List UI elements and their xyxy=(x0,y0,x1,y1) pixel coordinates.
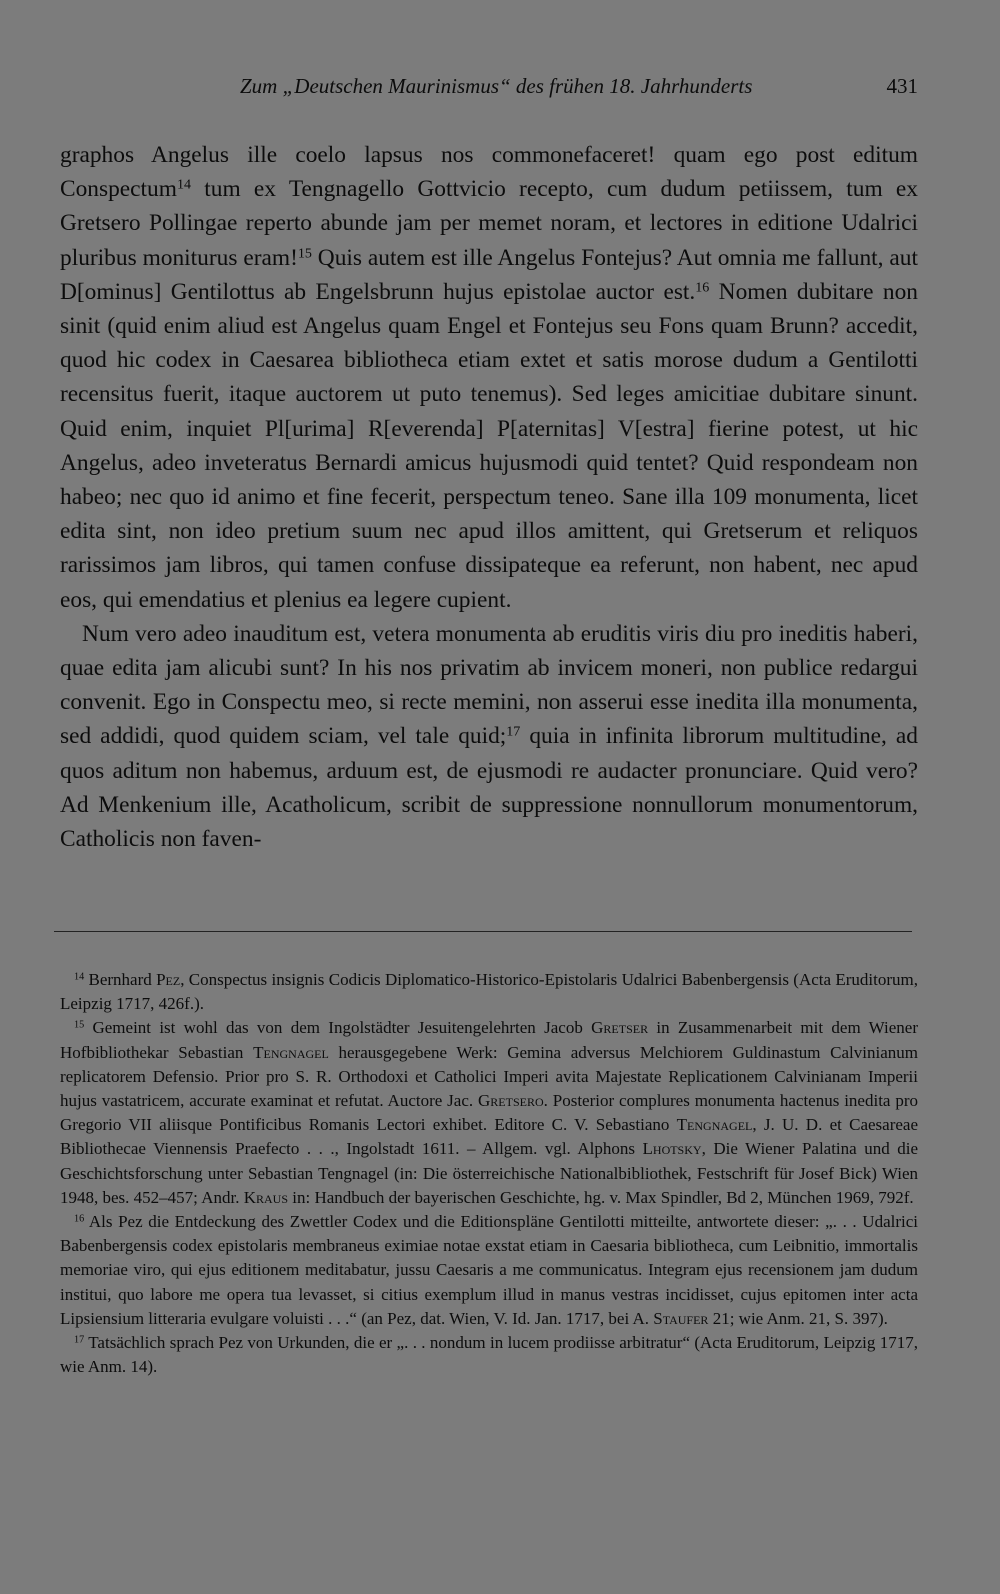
text-run: Quis autem est ille Angelus Fontejus? Aut omnia me fallunt, aut D[ominus] Gentilottus ab Engelsbrunn hujus epistolae auctor est. xyxy=(60,244,918,305)
text-run: in: Handbuch der bayerischen Geschichte, hg. v. Max Spindler, Bd 2, München 1969, 792f. xyxy=(288,1187,914,1207)
text-run: Gemeint ist wohl das von dem Ingolstädter Jesuitengelehrten Jacob xyxy=(84,1018,592,1038)
author-name: Lhotsky xyxy=(642,1139,702,1159)
text-run: Tatsächlich sprach Pez von Urkunden, die er „. . . nondum in lucem prodiisse arbitratur“ (Acta Eruditorum, Leipzig 1717, wie Anm. 14). xyxy=(60,1333,918,1377)
text-run: , Conspectus insignis Codicis Diplomatico-Historico-Epistolaris Udalrici Babenbergensis (Acta Eruditorum, Leipzig 1717, 426f.). xyxy=(60,970,918,1014)
text-run: quia in infinita librorum multitudine, ad quos aditum non habemus, arduum est, de ejusmodi re audacter pronunciare. Quid vero? Ad Menkenium ille, Acatholicum, scribit de suppressione nonnullorum monumentorum, Catholicis non faven- xyxy=(60,723,918,853)
author-name: Pez xyxy=(156,970,181,989)
author-name: Staufer xyxy=(653,1308,709,1328)
footnote xyxy=(60,1331,918,1379)
footnote-divider xyxy=(54,931,912,932)
text-run: Bernhard xyxy=(84,970,157,989)
text-run: herausgegebene Werk: Gemina adversus Melchiorem Guldinastum Calvinianum replicatorem Defensio. Prior pro S. R. Orthodoxi et Catholici Imperi avita Majestate Replicationem Calvinianam Imperii hujus vastatricem, accurate examinat et refutat. Auctore Jac. xyxy=(60,1042,918,1111)
footnote-number: 17 xyxy=(74,1334,85,1346)
footnote xyxy=(60,1016,918,1210)
author-name: Tengnagel xyxy=(676,1115,753,1135)
author-name: Kraus xyxy=(243,1187,288,1207)
text-run: Als Pez die Entdeckung des Zwettler Codex und die Editionspläne Gentilotti mitteilte, antwortete dieser: „. . . Udalrici Babenbergensis codex epistolaris membraneus eximiae notae exstat etiam in Caesaria bibliotheca, cum Leibnitio, immortalis memoriae viro, qui ejus editionem meditabatur, jussu Caesaris a me communicatus. Integram ejus recensionem jam dudum institui, quo labore me opera tua levasset, si citius exemplum illud in manus vestras incidisset, cujus epitomen inter acta Lipsiensium litteraria evulgare voluisti . . .“ (an Pez, dat. Wien, V. Id. Jan. 1717, bei A. xyxy=(60,1212,918,1328)
footnotes xyxy=(60,968,918,1379)
text-run: Num vero adeo inauditum est, vetera monumenta ab eruditis viris diu pro ineditis haberi, quae edita jam alicubi sunt? In his nos privatim ab invicem moneri, non publice redargui convenit. Ego in Conspectu meo, si recte memini, non asserui esse inedita illa monumenta, sed addidi, quod quidem sciam, vel tale quid; xyxy=(60,620,918,750)
page-header xyxy=(60,74,918,106)
footnote xyxy=(60,1210,918,1331)
footnote-ref: 14 xyxy=(176,176,191,193)
footnote xyxy=(60,968,918,1016)
footnote-number: 15 xyxy=(74,1019,85,1031)
text-run: tum ex Tengnagello Gottvicio recepto, cum dudum petiissem, tum ex Gretsero Pollingae reperto abunde jam per memet noram, et lectores in editione Udalrici pluribus moniturus eram! xyxy=(60,176,918,271)
footnote-ref: 16 xyxy=(695,279,710,296)
footnote-ref: 17 xyxy=(506,723,521,740)
text-run: . Posterior complures monumenta hactenus inedita pro Gregorio VII aliisque Pontificibus Romanis Lectori exhibet. Editore C. V. Sebastiano xyxy=(60,1091,918,1135)
running-title: Zum „Deutschen Maurinismus“ des frühen 18. Jahrhunderts xyxy=(240,74,753,98)
page-number: 431 xyxy=(886,74,918,98)
main-text xyxy=(60,138,918,856)
text-run: , Die Wiener Palatina und die Geschichtsforschung unter Sebastian Tengnagel (in: Die österreichische Nationalbibliothek, Festschrift für Josef Bick) Wien 1948, bes. 452–457; Andr. xyxy=(60,1139,918,1207)
footnote-ref: 15 xyxy=(297,244,312,261)
text-run: , J. U. D. et Caesareae Bibliothecae Viennensis Praefecto . . ., Ingolstadt 1611. – Allgem. vgl. Alphons xyxy=(60,1115,919,1159)
body-paragraph xyxy=(60,138,918,617)
footnote-number: 16 xyxy=(74,1213,85,1225)
author-name: Tengnagel xyxy=(253,1042,329,1062)
text-run: in Zusammenarbeit mit dem Wiener Hofbibliothekar Sebastian xyxy=(60,1018,918,1062)
footnote-number: 14 xyxy=(74,971,85,983)
author-name: Gretsero xyxy=(478,1091,544,1111)
text-run: 21; wie Anm. 21, S. 397). xyxy=(708,1308,888,1328)
text-run: Nomen dubitare non sinit (quid enim aliud est Angelus quam Engel et Fontejus seu Fons quam Brunn? accedit, quod hic codex in Caesarea bibliotheca etiam extet et satis morose dudum a Gentilotti recensitus fuerit, itaque auctorem ut puto tenemus). Sed leges amicitiae dubitare sinunt. Quid enim, inquiet Pl[urima] R[everenda] P[aternitas] V[estra] fierine potest, ut hic Angelus, adeo inveteratus Bernardi amicus hujusmodi quid tentet? Quid respondeam non habeo; nec quo id animo et fine fecerit, perspectum teneo. Sane illa 109 monumenta, licet edita sint, non ideo pretium suum nec apud illos amittent, qui Gretserum et reliquos rarissimos jam libros, qui tamen confuse dissipateque ea referunt, non habent, nec apud eos, qui emendatius et plenius ea legere cupient. xyxy=(60,278,918,613)
author-name: Gretser xyxy=(591,1018,649,1038)
text-run: graphos Angelus ille coelo lapsus nos commonefaceret! quam ego post editum Conspectum xyxy=(60,142,918,203)
body-paragraph xyxy=(60,617,918,856)
